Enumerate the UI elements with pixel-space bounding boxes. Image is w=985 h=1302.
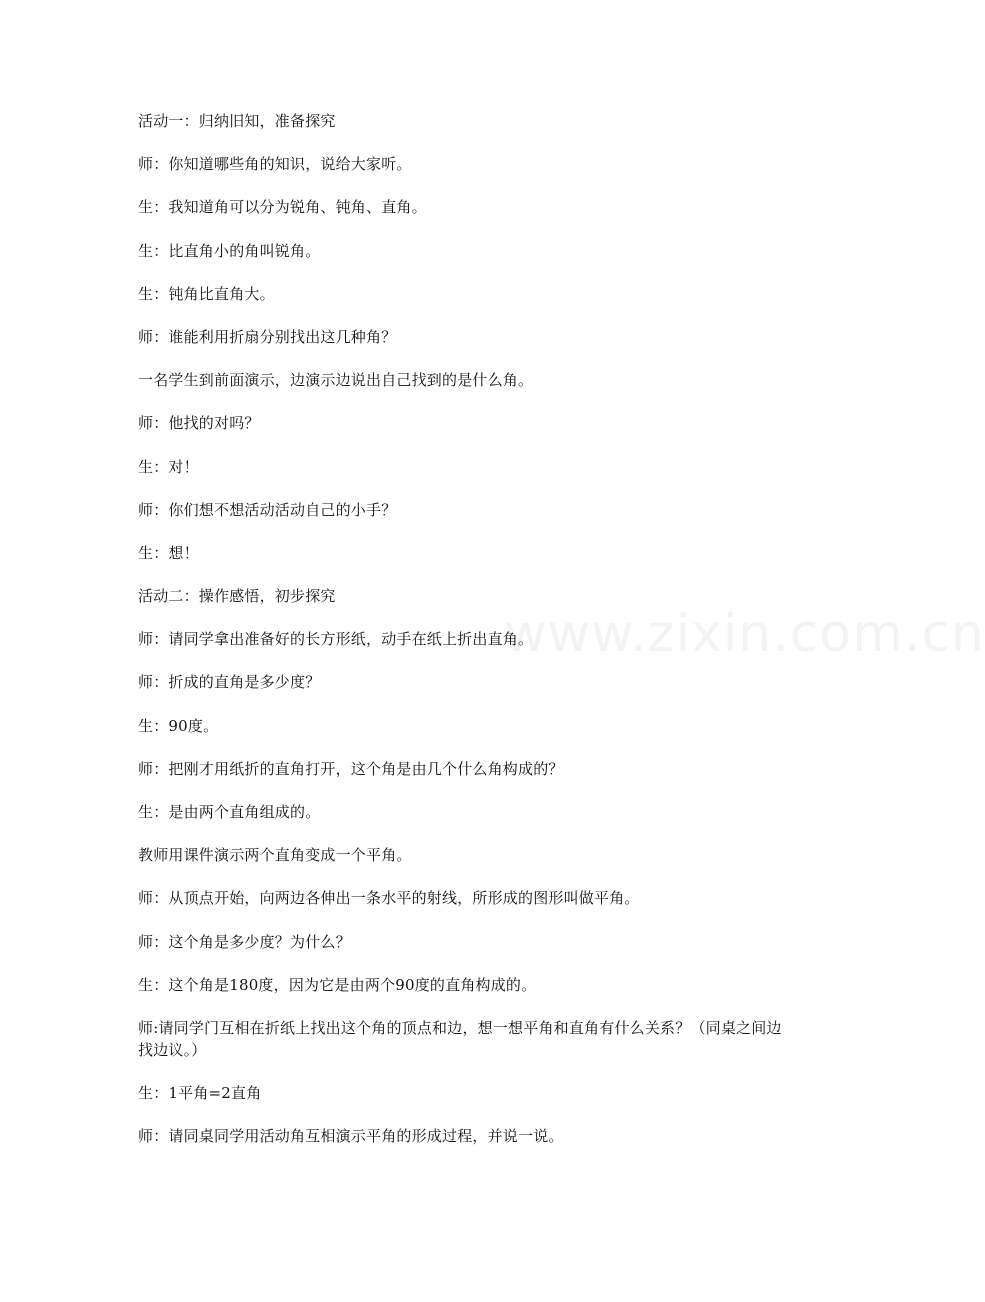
dialogue-line: 师：你知道哪些角的知识，说给大家听。 bbox=[138, 155, 412, 174]
dialogue-line: 生：对！ bbox=[138, 457, 199, 476]
document-body bbox=[138, 110, 786, 1169]
section-heading-activity-1: 活动一：归纳旧知，准备探究 bbox=[138, 112, 336, 130]
dialogue-line: 师：他找的对吗？ bbox=[138, 414, 260, 433]
dialogue-line: 师：请同桌同学用活动角互相演示平角的形成过程，并说一说。 bbox=[138, 1127, 564, 1146]
watermark: www.zixin.com.cn bbox=[504, 604, 985, 664]
dialogue-line: 师:请同学门互相在折纸上找出这个角的顶点和边，想一想平角和直角有什么关系？（同桌之间边找边议。） bbox=[138, 1018, 782, 1059]
dialogue-line: 师：从顶点开始，向两边各伸出一条水平的射线，所形成的图形叫做平角。 bbox=[138, 889, 640, 908]
dialogue-line: 师：请同学拿出准备好的长方形纸，动手在纸上折出直角。 bbox=[138, 630, 534, 649]
narration-line: 教师用课件演示两个直角变成一个平角。 bbox=[138, 846, 412, 865]
dialogue-line: 师：折成的直角是多少度？ bbox=[138, 673, 321, 692]
dialogue-line: 师：把刚才用纸折的直角打开，这个角是由几个什么角构成的？ bbox=[138, 759, 564, 778]
dialogue-line: 生：1平角=2直角 bbox=[138, 1084, 262, 1103]
dialogue-line: 生：90度。 bbox=[138, 716, 219, 735]
dialogue-line: 生：我知道角可以分为锐角、钝角、直角。 bbox=[138, 198, 427, 217]
dialogue-line: 师：谁能利用折扇分别找出这几种角？ bbox=[138, 327, 397, 346]
dialogue-line: 生：比直角小的角叫锐角。 bbox=[138, 241, 321, 260]
dialogue-line: 生：想！ bbox=[138, 543, 199, 562]
narration-line: 一名学生到前面演示，边演示边说出自己找到的是什么角。 bbox=[138, 371, 534, 390]
dialogue-line: 生：这个角是180度，因为它是由两个90度的直角构成的。 bbox=[138, 975, 537, 994]
dialogue-line: 生：是由两个直角组成的。 bbox=[138, 803, 321, 821]
section-heading-activity-2: 活动二：操作感悟，初步探究 bbox=[138, 587, 336, 606]
dialogue-line: 生：钝角比直角大。 bbox=[138, 284, 275, 303]
dialogue-line: 师：你们想不想活动活动自己的小手？ bbox=[138, 500, 397, 519]
dialogue-line: 师：这个角是多少度？为什么？ bbox=[138, 932, 351, 951]
